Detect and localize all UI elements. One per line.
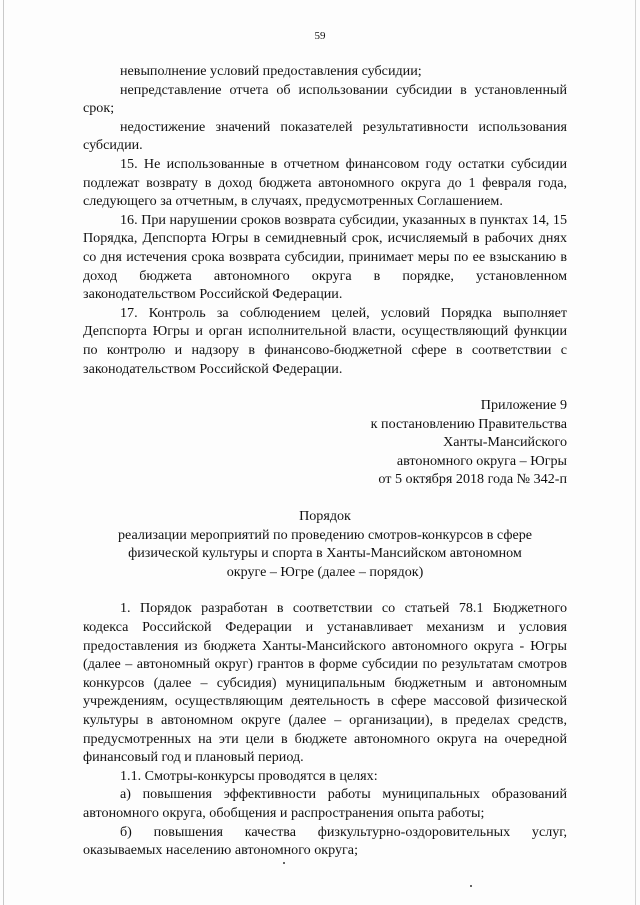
paragraph-item-16: 16. При нарушении сроков возврата субсидии, указанных в пунктах 14, 15 Порядка, Депспорта Югры в семидневный срок, исчисляемый в рабочих днях со дня истечения срока возврата субсидии, принимает меры по ее взысканию в доход бюджета автономного округа в порядке, установленном законодательством Российской Федерации. <box>83 211 567 303</box>
paragraph-item-17: 17. Контроль за соблюдением целей, условий Порядка выполняет Депспорта Югры и орган исполнительной власти, осуществляющий функции по контролю и надзору в финансово-бюджетной сфере в соответствии с законодательством Российской Федерации. <box>83 304 567 377</box>
document-body <box>83 62 567 860</box>
appendix-line: от 5 октября 2018 года № 342-п <box>378 471 567 488</box>
paragraph-item-b: б) повышения качества физкультурно-оздоровительных услуг, оказываемых населению автономного округа; <box>83 823 567 859</box>
page-right-edge <box>635 0 636 905</box>
document-title <box>83 507 567 581</box>
paragraph-item-1-1: 1.1. Смотры-конкурсы проводятся в целях: <box>120 767 378 784</box>
appendix-line: автономного округа – Югры <box>396 452 567 469</box>
scan-speck <box>470 885 472 887</box>
scan-speck <box>283 862 285 864</box>
title-line: округе – Югре (далее – порядок) <box>226 563 424 580</box>
paragraph-item-15: 15. Не использованные в отчетном финансовом году остатки субсидии подлежат возврату в доход бюджета автономного округа до 1 февраля года, следующего за отчетным, в случаях, предусмотренных Соглашением. <box>83 155 567 210</box>
paragraph-item-1: 1. Порядок разработан в соответствии со статьей 78.1 Бюджетного кодекса Российской Федерации и устанавливает механизм и условия предоставления из бюджета Ханты-Мансийского автономного округа - Югры (далее – автономный округ) грантов в форме субсидии по результатам смотров конкурсов (далее – субсидия) муниципальным бюджетным и автономным учреждениям, осуществляющим деятельность в сфере массовой физической культуры в автономном округе (далее – организации), в пределах средств, предусмотренных на эти цели в бюджете автономного округа на очередной финансовый год и плановый период. <box>83 600 567 766</box>
title-line: реализации мероприятий по проведению смотров-конкурсов в сфере <box>117 526 533 543</box>
appendix-line: Ханты-Мансийского <box>443 434 567 451</box>
appendix-line: Приложение 9 <box>480 397 567 414</box>
paragraph-item: недостижение значений показателей результативности использования субсидии. <box>83 118 567 154</box>
paragraph-item-a: а) повышения эффективности работы муниципальных образований автономного округа, обобщения и распространения опыта работы; <box>83 786 567 821</box>
appendix-line: к постановлению Правительства <box>370 415 567 432</box>
title-line: физической культуры и спорта в Ханты-Мансийском автономном <box>128 545 522 562</box>
page-number: 59 <box>314 30 326 42</box>
title-heading: Порядок <box>299 508 351 525</box>
paragraph-item: непредставление отчета об использовании субсидии в установленный срок; <box>83 81 567 117</box>
page-left-edge <box>3 0 4 905</box>
paragraph-item: невыполнение условий предоставления субсидии; <box>120 63 422 79</box>
appendix-block <box>83 396 567 489</box>
